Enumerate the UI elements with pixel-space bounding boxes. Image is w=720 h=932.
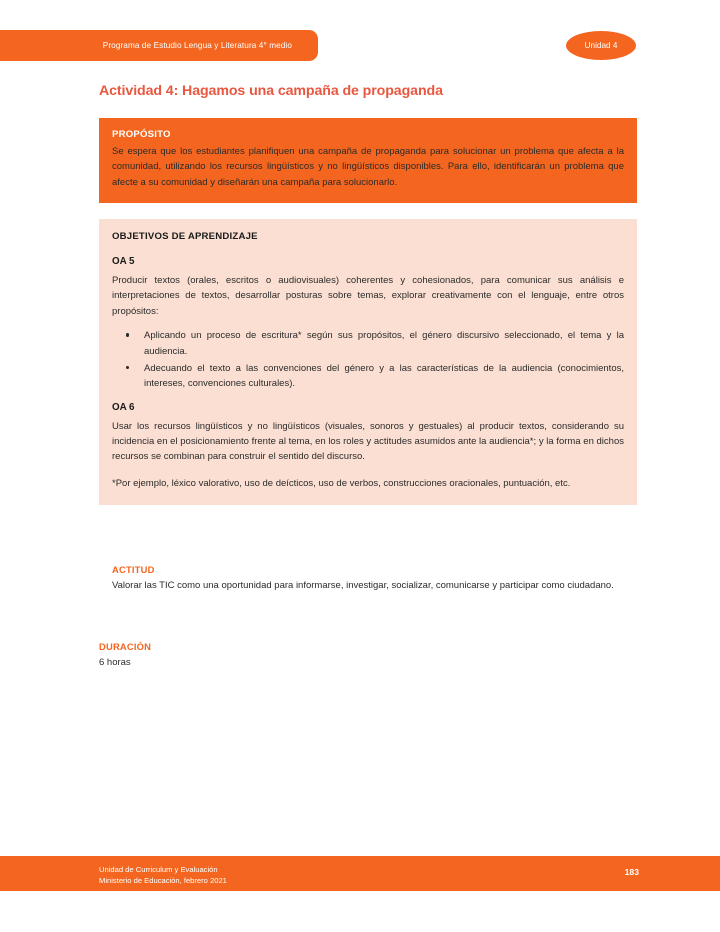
page-title-text: Actividad 4: Hagamos una campaña de propaganda (99, 83, 443, 99)
proposito-body: Se espera que los estudiantes planifiquen una campaña de propaganda para solucionar un problema que afecta a la comunidad, utilizando los recursos lingüísticos y no lingüísticos disponibles. Para ello, identificarán un problema que afecte a su comunidad y diseñarán una campaña para solucionarlo. (112, 146, 624, 188)
bullet-dot-icon (126, 333, 129, 336)
list-item (112, 328, 624, 359)
list-item-text: Adecuando el texto a las convenciones del género y a las características de la audiencia (conocimientos, intereses, convenciones culturales). (144, 362, 624, 390)
bullet-dot-icon (126, 366, 129, 369)
footer-bar (0, 856, 720, 891)
objetivos-block (99, 219, 637, 505)
oa6-code: OA 6 (112, 401, 135, 413)
oa5-code: OA 5 (112, 256, 135, 267)
program-header-bar (0, 30, 318, 61)
duracion-label: DURACIÓN (99, 641, 152, 652)
actitud-section (112, 564, 622, 593)
list-item-text: Aplicando un proceso de escritura* según sus propósitos, el género discursivo seleccionado, el tema y la audiencia. (144, 330, 624, 357)
proposito-heading: PROPÓSITO (112, 129, 171, 140)
footer-line-2: Ministerio de Educación, febrero 2021 (99, 876, 227, 885)
objetivos-footnote: *Por ejemplo, léxico valorativo, uso de deícticos, uso de verbos, construcciones oracionales, puntuación, etc. (112, 477, 571, 489)
actitud-body: Valorar las TIC como una oportunidad para informarse, investigar, socializar, comunicarse y participar como ciudadano. (112, 580, 614, 591)
duracion-section (99, 641, 609, 670)
footer-line-1: Unidad de Curriculum y Evaluación (99, 865, 218, 874)
footer-source (99, 864, 227, 886)
list-item (112, 361, 624, 392)
program-header-label: Programa de Estudio Lengua y Literatura 4° medio (102, 41, 292, 50)
oa5-text: Producir textos (orales, escritos o audiovisuales) coherentes y cohesionados, para comunicar sus análisis e interpretaciones de textos, desarrollar posturas sobre temas, explorar creativamente con el lenguaje, entre otros propósitos: (112, 275, 624, 317)
actitud-label: ACTITUD (112, 564, 155, 575)
oa6-text: Usar los recursos lingüísticos y no lingüísticos (visuales, sonoros y gestuales) al producir textos, considerando su incidencia en el posicionamiento frente al tema, en los roles y actitudes asumidos ante la audiencia*; y la forma en dichos recursos se combinan para construir el sentido del discurso. (112, 420, 624, 463)
page-title (99, 83, 639, 99)
page-number: 183 (624, 867, 639, 877)
unit-badge (566, 31, 636, 60)
oa5-bullet-list (112, 328, 624, 392)
duracion-value: 6 horas (99, 657, 131, 668)
proposito-block (99, 118, 637, 203)
unit-badge-label: Unidad 4 (584, 41, 618, 50)
objetivos-heading: OBJETIVOS DE APRENDIZAJE (112, 231, 258, 242)
